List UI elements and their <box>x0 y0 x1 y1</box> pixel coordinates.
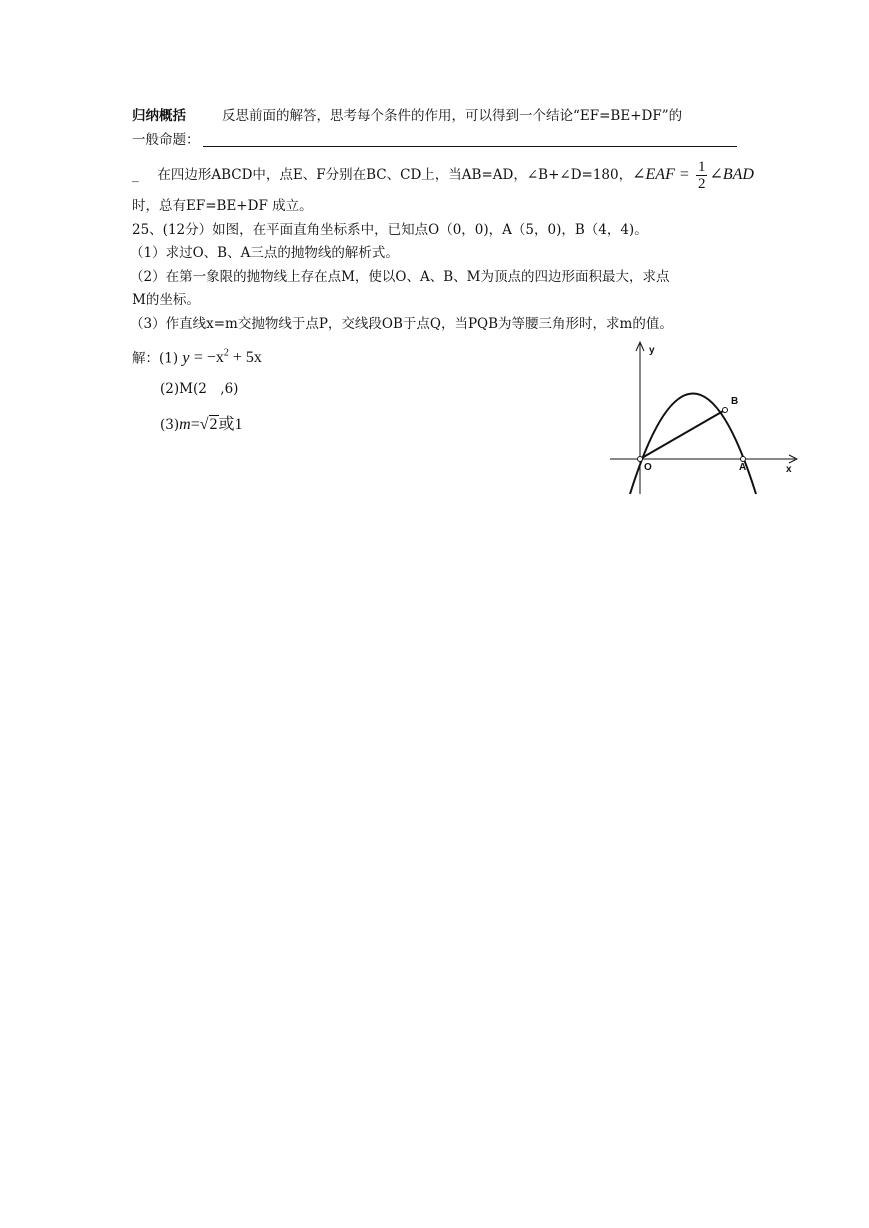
parabola-curve <box>630 394 756 495</box>
x-axis-label: x <box>786 464 792 475</box>
solution-label: 解：(1) <box>132 350 179 367</box>
solution-line-1 <box>132 345 262 367</box>
answer3-eq: = <box>190 416 200 433</box>
b-label: B <box>731 396 739 407</box>
answer3-radicand: 2 <box>209 416 218 433</box>
answer-underline <box>203 146 737 147</box>
blank-mark: _ <box>132 167 139 183</box>
summary-line-3 <box>132 158 754 192</box>
answer1-eq: = −x <box>193 349 224 367</box>
summary-line2-prefix: 一般命题： <box>132 132 200 148</box>
answer3-m: m <box>179 416 191 433</box>
answer1-exponent: 2 <box>223 348 229 359</box>
fraction-numerator: 1 <box>697 159 706 175</box>
parabola-graph <box>600 336 810 496</box>
answer1-y: y <box>182 349 190 367</box>
problem-q2-line2: M的坐标。 <box>132 292 200 308</box>
origin-label: O <box>644 462 652 473</box>
point-o <box>638 457 643 462</box>
problem-q2-line1: （2）在第一象限的抛物线上存在点M，使以O、A、B、M为顶点的四边形面积最大，求点 <box>130 269 670 285</box>
answer3-label: (3) <box>160 417 180 433</box>
problem-stem: 25、(12分）如图，在平面直角坐标系中，已知点O（0，0)，A（5，0)，B（4，4)。 <box>132 222 648 238</box>
solution-line-3 <box>160 416 243 434</box>
summary-conclusion: 时，总有EF=BE+DF 成立。 <box>132 198 313 214</box>
y-axis-label: y <box>649 345 655 356</box>
point-b <box>723 408 728 413</box>
answer3-rest: 或1 <box>218 416 243 433</box>
solution-answer-2: (2)M(2 ,6) <box>160 381 239 397</box>
summary-line-1 <box>132 107 682 125</box>
answer1-rest: + 5x <box>232 349 262 367</box>
angle-bad: ∠BAD <box>709 166 754 183</box>
angle-eaf: ∠EAF = <box>632 166 690 183</box>
answer3-sqrt: √2 <box>199 416 218 433</box>
summary-condition: 在四边形ABCD中，点E、F分别在BC、CD上，当AB=AD，∠B+∠D=180， <box>157 167 633 183</box>
problem-q1: （1）求过O、B、A三点的抛物线的解析式。 <box>130 245 399 261</box>
summary-heading: 归纳概括 <box>132 108 186 124</box>
a-label: A <box>739 462 747 473</box>
summary-line-2 <box>132 131 200 149</box>
summary-intro: 反思前面的解答，思考每个条件的作用，可以得到一个结论“EF=BE+DF”的 <box>222 108 683 124</box>
fraction-denominator: 2 <box>697 176 706 192</box>
problem-q3: （3）作直线x=m交抛物线于点P，交线段OB于点Q，当PQB为等腰三角形时，求m的值。 <box>130 316 673 332</box>
point-a <box>741 457 746 462</box>
fraction-half <box>696 159 708 192</box>
